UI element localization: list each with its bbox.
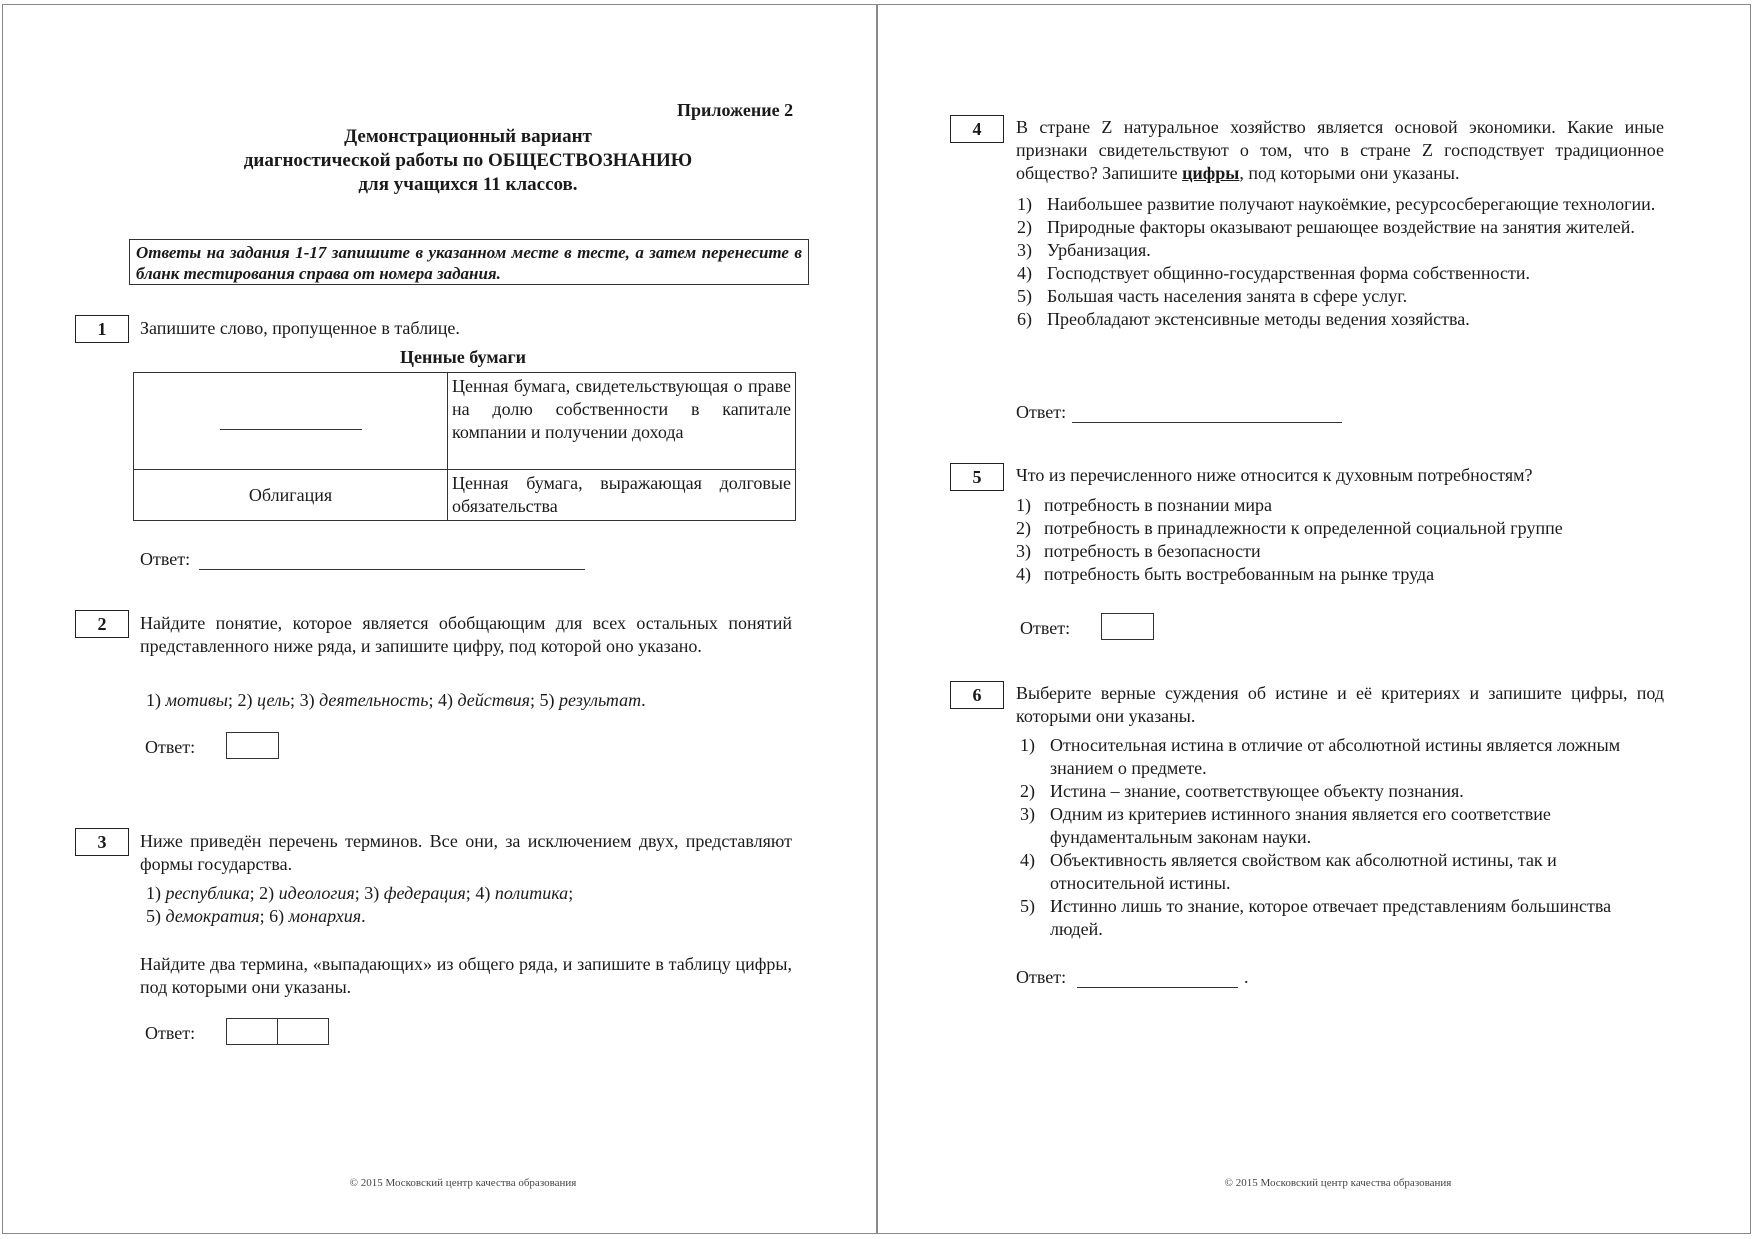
list-item: 2) потребность в принадлежности к определенной социальной группе	[1016, 518, 1563, 538]
q1-answer-label: Ответ:	[140, 549, 191, 569]
title-line-3: для учащихся 11 классов.	[358, 174, 578, 195]
footer-copyright: © 2015 Московский центр качества образования	[1224, 1177, 1452, 1189]
question-number-3: 3	[75, 828, 129, 856]
q2-options: 1) мотивы; 2) цель; 3) деятельность; 4) действия; 5) результат.	[146, 690, 646, 710]
q3-text: Ниже приведён перечень терминов. Все они, за исключением двух, представляют формы государства.	[140, 831, 792, 874]
list-item: 1) потребность в познании мира	[1016, 495, 1273, 515]
q3-answer-label: Ответ:	[145, 1023, 196, 1043]
q4-answer-label: Ответ:	[1016, 402, 1067, 422]
question-number-1: 1	[75, 315, 129, 343]
list-item: 5) Большая часть населения занята в сфере услуг.	[1017, 286, 1408, 306]
list-item: 1) Наибольшее развитие получают наукоёмкие, ресурсосберегающие технологии.	[1017, 194, 1656, 214]
appendix-label: Приложение 2	[677, 100, 794, 120]
q3-answer-box-2[interactable]	[277, 1018, 329, 1045]
document-title	[133, 125, 803, 197]
q5-text: Что из перечисленного ниже относится к духовным потребностям?	[1016, 465, 1533, 485]
table-row	[134, 470, 796, 521]
q6-answer-line[interactable]	[1077, 966, 1238, 988]
list-item: 4) потребность быть востребованным на рынке труда	[1016, 564, 1435, 584]
q2-answer-label: Ответ:	[145, 737, 196, 757]
securities-table	[133, 372, 796, 521]
q1-table-title: Ценные бумаги	[399, 347, 527, 367]
list-item: 4) Господствует общинно-государственная форма собственности.	[1017, 263, 1530, 283]
q6-options	[1020, 734, 1656, 941]
list-item: 3) Урбанизация.	[1017, 240, 1151, 260]
term-cell-blank[interactable]	[134, 373, 448, 470]
q4-answer-line[interactable]	[1072, 401, 1342, 423]
left-page	[2, 4, 877, 1234]
title-line-1: Демонстрационный вариант	[344, 126, 592, 147]
q4-emphasis: цифры	[1182, 163, 1240, 183]
blank-line[interactable]	[220, 429, 362, 430]
q6-answer-label: Ответ:	[1016, 967, 1067, 987]
question-number-4: 4	[950, 115, 1004, 143]
definition-cell: Ценная бумага, свидетельствующая о праве на долю собственности в капитале компании и получении дохода	[448, 373, 796, 470]
q6-answer-suffix: .	[1244, 967, 1249, 987]
q2-text: Найдите понятие, которое является обобщающим для всех остальных понятий представленного ниже ряда, и запишите цифру, под которой оно указано.	[140, 613, 792, 656]
list-item: 5) Истинно лишь то знание, которое отвечает представлениям большинства людей.	[1020, 896, 1612, 939]
list-item: 6) Преобладают экстенсивные методы ведения хозяйства.	[1017, 309, 1470, 329]
q5-answer-label: Ответ:	[1020, 618, 1071, 638]
q4-options	[1017, 193, 1657, 331]
title-line-2: диагностической работы по ОБЩЕСТВОЗНАНИЮ	[243, 150, 693, 171]
list-item: 2) Природные факторы оказывают решающее воздействие на занятия жителей.	[1017, 217, 1635, 237]
question-number-5: 5	[950, 463, 1004, 491]
right-page	[877, 4, 1751, 1234]
q1-answer-line[interactable]	[199, 548, 585, 570]
question-number-2: 2	[75, 610, 129, 638]
term-cell: Облигация	[134, 470, 448, 521]
question-number-6: 6	[950, 681, 1004, 709]
q3-answer-box-1[interactable]	[226, 1018, 278, 1045]
definition-cell: Ценная бумага, выражающая долговые обязательства	[448, 470, 796, 521]
q3-task: Найдите два термина, «выпадающих» из общего ряда, и запишите в таблицу цифры, под которыми они указаны.	[140, 954, 792, 997]
footer-copyright: © 2015 Московский центр качества образования	[349, 1177, 577, 1189]
table-row	[134, 373, 796, 470]
q5-answer-box[interactable]	[1101, 613, 1154, 640]
q3-options: 1) республика; 2) идеология; 3) федерация; 4) политика; 5) демократия; 6) монархия.	[146, 883, 574, 926]
list-item: 4) Объективность является свойством как абсолютной истины, так и относительной истины.	[1020, 850, 1557, 893]
q5-options	[1016, 494, 1676, 586]
instruction-box: Ответы на задания 1-17 запишите в указанном месте в тесте, а затем перенесите в бланк тестирования справа от номера задания.	[129, 239, 809, 285]
q4-text: В стране Z натуральное хозяйство является основой экономики. Какие иные признаки свидетельствуют о том, что в стране Z господствует традиционное общество? Запишите цифры, под которыми они указаны.	[1016, 117, 1664, 183]
q6-text: Выберите верные суждения об истине и её критериях и запишите цифры, под которыми они указаны.	[1016, 683, 1664, 726]
q2-answer-box[interactable]	[226, 732, 279, 759]
q1-text: Запишите слово, пропущенное в таблице.	[140, 318, 460, 338]
list-item: 2) Истина – знание, соответствующее объекту познания.	[1020, 781, 1464, 801]
list-item: 3) потребность в безопасности	[1016, 541, 1261, 561]
list-item: 3) Одним из критериев истинного знания является его соответствие фундаментальным законам науки.	[1020, 804, 1551, 847]
list-item: 1) Относительная истина в отличие от абсолютной истины является ложным знанием о предмете.	[1020, 735, 1621, 778]
